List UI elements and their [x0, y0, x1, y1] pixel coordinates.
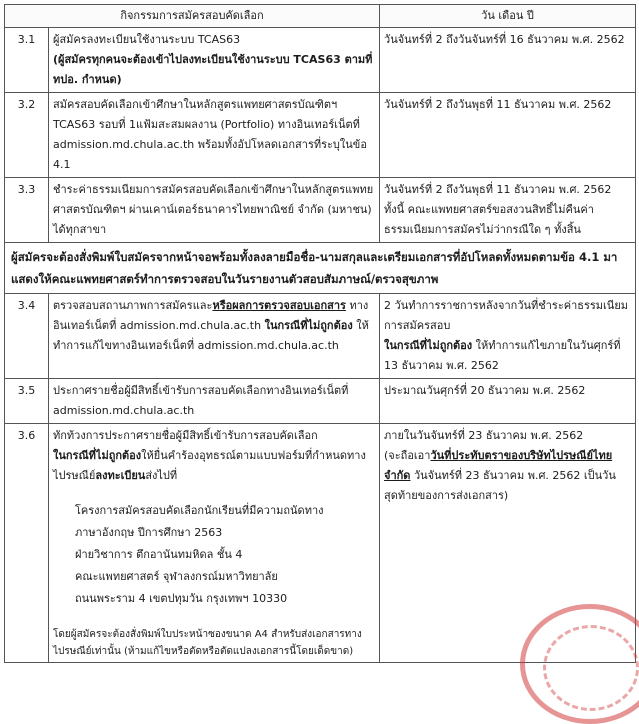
activity-text: ผู้สมัครลงทะเบียนใช้งานระบบ TCAS63 [53, 33, 241, 46]
row-activity: สมัครสอบคัดเลือกเข้าศึกษาในหลักสูตรแพทยศาสตรบัณฑิตฯ TCAS63 รอบที่ 1แฟ้มสะสมผลงาน (Portfolio) ทางอินเทอร์เน็ตที่ admission.md.chula.ac.th พร้อมทั้งอัปโหลดเอกสารที่ระบุในข้อ 4.1 [49, 93, 380, 178]
row-number: 3.5 [5, 379, 49, 424]
notice-row [5, 243, 636, 294]
date-text: (จะถือเอา [384, 449, 431, 462]
activity-text: ทางอินเทอร์เน็ตที่ admission.md.chula.ac.th [53, 299, 369, 332]
table-row [5, 294, 636, 379]
row-number: 3.6 [5, 424, 49, 663]
row-activity: ประกาศรายชื่อผู้มีสิทธิ์เข้ารับการสอบคัดเลือกทางอินเทอร์เน็ตที่ admission.md.chula.ac.th [49, 379, 380, 424]
activity-text: ทักท้วงการประกาศรายชื่อผู้มีสิทธิ์เข้ารับการสอบคัดเลือก [53, 429, 318, 442]
row-activity [49, 424, 380, 663]
address-line: ฝ่ายวิชาการ ตึกอานันทมหิดล ชั้น 4 [75, 548, 243, 561]
activity-text: ส่งไปที่ [145, 469, 178, 482]
date-emphasis: ในกรณีที่ไม่ถูกต้อง [384, 339, 473, 352]
address-line: โครงการสมัครสอบคัดเลือกนักเรียนที่มีความถนัดทาง [75, 504, 324, 517]
activity-emphasis: หรือผลการตรวจสอบเอกสาร [212, 299, 346, 312]
row-date: วันจันทร์ที่ 2 ถึงวันพุธที่ 11 ธันวาคม พ.ศ. 2562 [380, 93, 636, 178]
notice-text: ผู้สมัครจะต้องสั่งพิมพ์ใบสมัครจากหน้าจอพร้อมทั้งลงลายมือชื่อ-นามสกุลและเตรียมเอกสารที่อัปโหลดทั้งหมดตามข้อ 4.1 มาแสดงให้คณะแพทยศาสตร์ทำการตรวจสอบในวันรายงานตัวสอบสัมภาษณ์/ตรวจสุขภาพ [5, 243, 636, 294]
header-activity: กิจกรรมการสมัครสอบคัดเลือก [5, 5, 380, 28]
row-date [380, 294, 636, 379]
header-date: วัน เดือน ปี [380, 5, 636, 28]
schedule-table [4, 4, 636, 663]
row-activity [49, 294, 380, 379]
table-row [5, 28, 636, 93]
date-text: ภายในวันจันทร์ที่ 23 ธันวาคม พ.ศ. 2562 [384, 429, 584, 442]
date-emphasis: วันที่ประทับตราของบริษัทไปรษณีย์ไทยจำกัด [384, 449, 613, 482]
footnote: โดยผู้สมัครจะต้องสั่งพิมพ์ใบประหน้าซองขนาด A4 สำหรับส่งเอกสารทางไปรษณีย์เท่านั้น (ห้ามแก้ไขหรือตัดหรือตัดแปลงเอกสารนี้โดยเด็ดขาด) [53, 629, 362, 657]
activity-text: ตรวจสอบสถานภาพการสมัครและ [53, 299, 213, 312]
activity-emphasis: ในกรณีที่ไม่ถูกต้อง [264, 319, 353, 332]
row-date: วันจันทร์ที่ 2 ถึงวันพุธที่ 11 ธันวาคม พ.ศ. 2562 ทั้งนี้ คณะแพทยศาสตร์ขอสงวนสิทธิ์ไม่คืนค่าธรรมเนียมการสมัครไม่ว่ากรณีใด ๆ ทั้งสิ้น [380, 178, 636, 243]
activity-text: ให้ทำการแก้ไขทางอินเทอร์เน็ตที่ admission.md.chula.ac.th [53, 319, 369, 352]
row-date: วันจันทร์ที่ 2 ถึงวันจันทร์ที่ 16 ธันวาคม พ.ศ. 2562 [380, 28, 636, 93]
address-line: คณะแพทยศาสตร์ จุฬาลงกรณ์มหาวิทยาลัย [75, 570, 278, 583]
table-row [5, 93, 636, 178]
row-activity [49, 28, 380, 93]
activity-emphasis: ลงทะเบียน [95, 469, 146, 482]
date-text: ให้ทำการแก้ไขภายในวันศุกร์ที่ 13 ธันวาคม พ.ศ. 2562 [384, 339, 621, 372]
table-header [5, 5, 636, 28]
row-number: 3.2 [5, 93, 49, 178]
row-number: 3.1 [5, 28, 49, 93]
date-text: 2 วันทำการราชการหลังจากวันที่ชำระค่าธรรมเนียมการสมัครสอบ [384, 299, 629, 332]
row-date: ประมาณวันศุกร์ที่ 20 ธันวาคม พ.ศ. 2562 [380, 379, 636, 424]
table-row [5, 379, 636, 424]
row-number: 3.3 [5, 178, 49, 243]
row-activity: ชำระค่าธรรมเนียมการสมัครสอบคัดเลือกเข้าศึกษาในหลักสูตรแพทยศาสตรบัณฑิตฯ ผ่านเคาน์เตอร์ธนาคารไทยพาณิชย์ จำกัด (มหาชน) ได้ทุกสาขา [49, 178, 380, 243]
date-text: วันจันทร์ที่ 23 ธันวาคม พ.ศ. 2562 เป็นวันสุดท้ายของการส่งเอกสาร) [384, 469, 616, 502]
row-number: 3.4 [5, 294, 49, 379]
address-line: ถนนพระราม 4 เขตปทุมวัน กรุงเทพฯ 10330 [75, 592, 288, 605]
activity-text: ให้ยื่นคำร้องอุทธรณ์ตามแบบฟอร์มที่กำหนดทางไปรษณีย์ [53, 449, 366, 482]
mailing-address [53, 500, 375, 610]
activity-emphasis: (ผู้สมัครทุกคนจะต้องเข้าไปลงทะเบียนใช้งานระบบ TCAS63 ตามที่ ทปอ. กำหนด) [53, 53, 373, 86]
activity-emphasis: ในกรณีที่ไม่ถูกต้อง [53, 449, 142, 462]
address-line: ภาษาอังกฤษ ปีการศึกษา 2563 [75, 526, 223, 539]
table-row [5, 178, 636, 243]
